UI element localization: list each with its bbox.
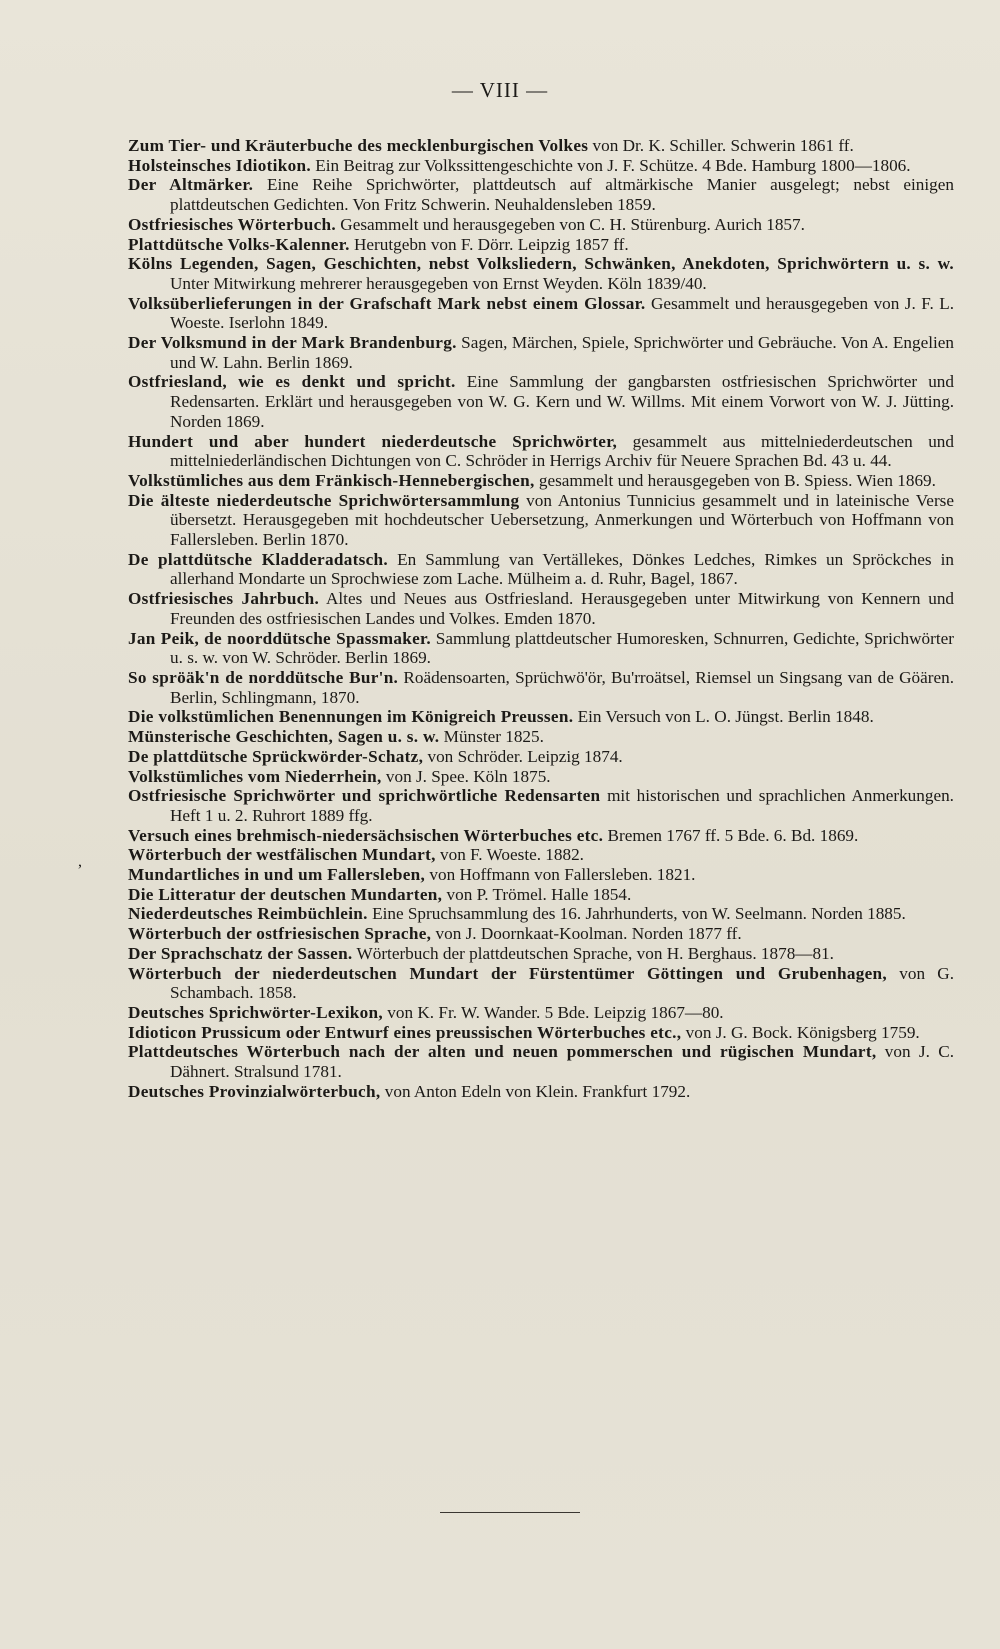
entry-title: Zum Tier- und Kräuterbuche des mecklenburgischen Volkes [128, 136, 589, 155]
bibliography-entry [128, 944, 954, 964]
bibliography-entry [128, 471, 954, 491]
entry-title: Der Volksmund in der Mark Brandenburg. [128, 333, 457, 353]
bibliography-entry [128, 550, 954, 589]
page-number: — VIII — [451, 78, 549, 102]
entry-title: Die älteste niederdeutsche Sprichwörtersammlung [128, 490, 520, 510]
entry-title: Der Altmärker. [128, 175, 254, 195]
entry-title: De plattdütsche Kladderadatsch. [128, 549, 388, 569]
bibliography-entry [128, 1023, 954, 1043]
entry-details: Herutgebn von F. Dörr. Leipzig 1857 ff. [349, 234, 629, 254]
entry-details: Unter Mitwirkung mehrerer herausgegeben von Ernst Weyden. Köln 1839/40. [170, 273, 707, 293]
entry-title: Ostfriesische Sprichwörter und sprichwörtliche Redensarten [128, 786, 601, 806]
entry-title: Volksüberlieferungen in der Grafschaft Mark nebst einem Glossar. [128, 293, 646, 313]
closing-rule [440, 1512, 580, 1513]
bibliography-entry [128, 924, 954, 944]
entry-title: Wörterbuch der niederdeutschen Mundart der Fürstentümer Göttingen und Grubenhagen, [128, 963, 888, 983]
bibliography-entry [128, 629, 954, 668]
bibliography-entry [128, 845, 954, 865]
entry-title: So spröäk'n de norddütsche Bur'n. [128, 667, 399, 687]
bibliography-entry [128, 707, 954, 727]
bibliography-entry [128, 1082, 954, 1102]
entry-details: Bremen 1767 ff. 5 Bde. 6. Bd. 1869. [603, 825, 859, 845]
entry-details: von G. Schambach. 1858. [170, 963, 954, 1003]
entry-details: En Sammlung van Vertällekes, Dönkes Ledches, Rimkes un Spröckches in allerhand Mondarte un Sprochwiese zom Lache. Mülheim a. d. Ruhr, Bagel, 1867. [170, 549, 954, 589]
entry-details: von Schröder. Leipzig 1874. [423, 746, 623, 766]
entry-details: Altes und Neues aus Ostfriesland. Herausgegeben unter Mitwirkung von Kennern und Freunden des ostfriesischen Landes und Volkes. Emden 1870. [170, 589, 955, 628]
entry-title: Idioticon Prussicum oder Entwurf eines preussischen Wörterbuches etc., [128, 1022, 682, 1042]
entry-title: Ostfriesisches Jahrbuch. [128, 589, 320, 609]
entry-details: mit historischen und sprachlichen Anmerkungen. Heft 1 u. 2. Ruhrort 1889 ffg. [170, 786, 954, 825]
entry-title: Kölns Legenden, Sagen, Geschichten, nebst Volksliedern, Schwänken, Anekdoten, Sprichwörtern u. s. w. [128, 254, 954, 274]
entry-title: Deutsches Provinzialwörterbuch, [128, 1081, 381, 1101]
margin-mark: , [78, 853, 82, 870]
entry-details: gesammelt und herausgegeben von B. Spiess. Wien 1869. [534, 470, 936, 490]
entry-details: von J. C. Dähnert. Stralsund 1781. [170, 1042, 954, 1082]
entry-title: Die volkstümlichen Benennungen im Königreich Preussen. [128, 707, 574, 727]
bibliography-entry [128, 826, 954, 846]
entry-title: Holsteinsches Idiotikon. [128, 155, 311, 175]
entry-details: Sammlung plattdeutscher Humoresken, Schnurren, Gedichte, Sprichwörter u. s. w. von W. Schröder. Berlin 1869. [170, 628, 955, 668]
entry-details: von Hoffmann von Fallersleben. 1821. [425, 865, 696, 885]
entry-title: Plattdütsche Volks-Kalenner. [128, 234, 350, 254]
entry-title: Wörterbuch der westfälischen Mundart, [128, 845, 436, 865]
entry-title: Versuch eines brehmisch-niedersächsischen Wörterbuches etc. [128, 825, 604, 845]
bibliography-entry [128, 215, 954, 235]
entry-details: von F. Woeste. 1882. [435, 845, 584, 865]
entry-details: von J. Doornkaat-Koolman. Norden 1877 ff. [431, 924, 742, 944]
entry-details: Münster 1825. [439, 727, 544, 747]
bibliography-entry [128, 235, 954, 255]
entry-title: Wörterbuch der ostfriesischen Sprache, [128, 924, 432, 944]
entry-details: Eine Reihe Sprichwörter, plattdeutsch auf altmärkische Manier ausgelegt; nebst einigen plattdeutschen Gedichten. Von Fritz Schwerin. Neuhaldensleben 1859. [170, 175, 954, 215]
bibliography-entry [128, 1042, 954, 1081]
entry-details: Ein Versuch von L. O. Jüngst. Berlin 1848. [573, 707, 874, 727]
entry-title: Die Litteratur der deutschen Mundarten, [128, 884, 443, 904]
entry-details: von Dr. K. Schiller. Schwerin 1861 ff. [588, 136, 854, 155]
entry-details: Eine Sammlung der gangbarsten ostfriesischen Sprichwörter und Redensarten. Erklärt und herausgegeben von W. G. Kern und W. Willms. Mit einem Vorwort von W. J. Jütting. Norden 1869. [170, 372, 954, 431]
entry-title: Ostfriesland, wie es denkt und spricht. [128, 372, 456, 392]
entry-title: Volkstümliches vom Niederrhein, [128, 766, 382, 786]
bibliography-entry [128, 294, 954, 333]
entry-details: Gesammelt und herausgegeben von C. H. Stürenburg. Aurich 1857. [335, 214, 805, 234]
entry-details: Sagen, Märchen, Spiele, Sprichwörter und Gebräuche. Von A. Engelien und W. Lahn. Berlin 1869. [170, 333, 954, 372]
entry-title: Münsterische Geschichten, Sagen u. s. w. [128, 727, 440, 747]
entry-details: Eine Spruchsammlung des 16. Jahrhunderts, von W. Seelmann. Norden 1885. [367, 904, 906, 924]
entry-title: Hundert und aber hundert niederdeutsche Sprichwörter, [128, 431, 618, 451]
bibliography-entry [128, 865, 954, 885]
entry-details: von Antonius Tunnicius gesammelt und in lateinische Verse übersetzt. Herausgegeben mit hochdeutscher Uebersetzung, Anmerkungen und Wörterbuch von Hoffmann von Fallersleben. Berlin 1870. [170, 490, 954, 550]
bibliography-entry [128, 904, 954, 924]
bibliography-entry [128, 964, 954, 1003]
entry-title: Ostfriesisches Wörterbuch. [128, 214, 336, 234]
entry-details: von J. Spee. Köln 1875. [381, 766, 551, 786]
bibliography-entry [128, 885, 954, 905]
bibliography-entry [128, 156, 954, 176]
entry-details: Gesammelt und herausgegeben von J. F. L. Woeste. Iserlohn 1849. [170, 293, 954, 333]
entry-details: gesammelt aus mittelniederdeutschen und mittelniederländischen Dichtungen von C. Schröder in Herrigs Archiv für Neuere Sprachen Bd. 43 u. 44. [170, 431, 954, 471]
entry-details: von P. Trömel. Halle 1854. [442, 884, 632, 904]
bibliography-entry [128, 1003, 954, 1023]
bibliography-entry [128, 747, 954, 767]
entry-details: Wörterbuch der plattdeutschen Sprache, von H. Berghaus. 1878—81. [352, 943, 834, 963]
entry-title: Plattdeutsches Wörterbuch nach der alten und neuen pommerschen und rügischen Mundart, [128, 1042, 877, 1062]
bibliography-entry [128, 136, 954, 156]
bibliography-list [128, 136, 954, 1101]
entry-title: De plattdütsche Sprückwörder-Schatz, [128, 746, 424, 766]
bibliography-entry [128, 254, 954, 293]
entry-details: von K. Fr. W. Wander. 5 Bde. Leipzig 1867—80. [383, 1002, 724, 1022]
bibliography-entry [128, 727, 954, 747]
bibliography-entry [128, 668, 954, 707]
bibliography-entry [128, 175, 954, 214]
bibliography-entry [128, 767, 954, 787]
entry-title: Volkstümliches aus dem Fränkisch-Hennebergischen, [128, 470, 535, 490]
bibliography-entry [128, 432, 954, 471]
bibliography-entry [128, 786, 954, 825]
entry-details: Roädensoarten, Sprüchwö'ör, Bu'rroätsel, Riemsel un Singsang van de Göären. Berlin, Schlingmann, 1870. [170, 667, 954, 707]
entry-title: Niederdeutsches Reimbüchlein. [128, 904, 368, 924]
entry-title: Der Sprachschatz der Sassen. [128, 943, 353, 963]
entry-title: Deutsches Sprichwörter-Lexikon, [128, 1002, 383, 1022]
entry-details: Ein Beitrag zur Volkssittengeschichte von J. F. Schütze. 4 Bde. Hamburg 1800—1806. [310, 155, 911, 175]
entry-title: Jan Peik, de noorddütsche Spassmaker. [128, 628, 431, 648]
entry-title: Mundartliches in und um Fallersleben, [128, 865, 426, 885]
bibliography-entry [128, 333, 954, 372]
bibliography-entry [128, 491, 954, 550]
bibliography-entry [128, 589, 954, 628]
entry-details: von J. G. Bock. Königsberg 1759. [681, 1022, 920, 1042]
entry-details: von Anton Edeln von Klein. Frankfurt 1792. [380, 1081, 691, 1101]
bibliography-entry [128, 372, 954, 431]
